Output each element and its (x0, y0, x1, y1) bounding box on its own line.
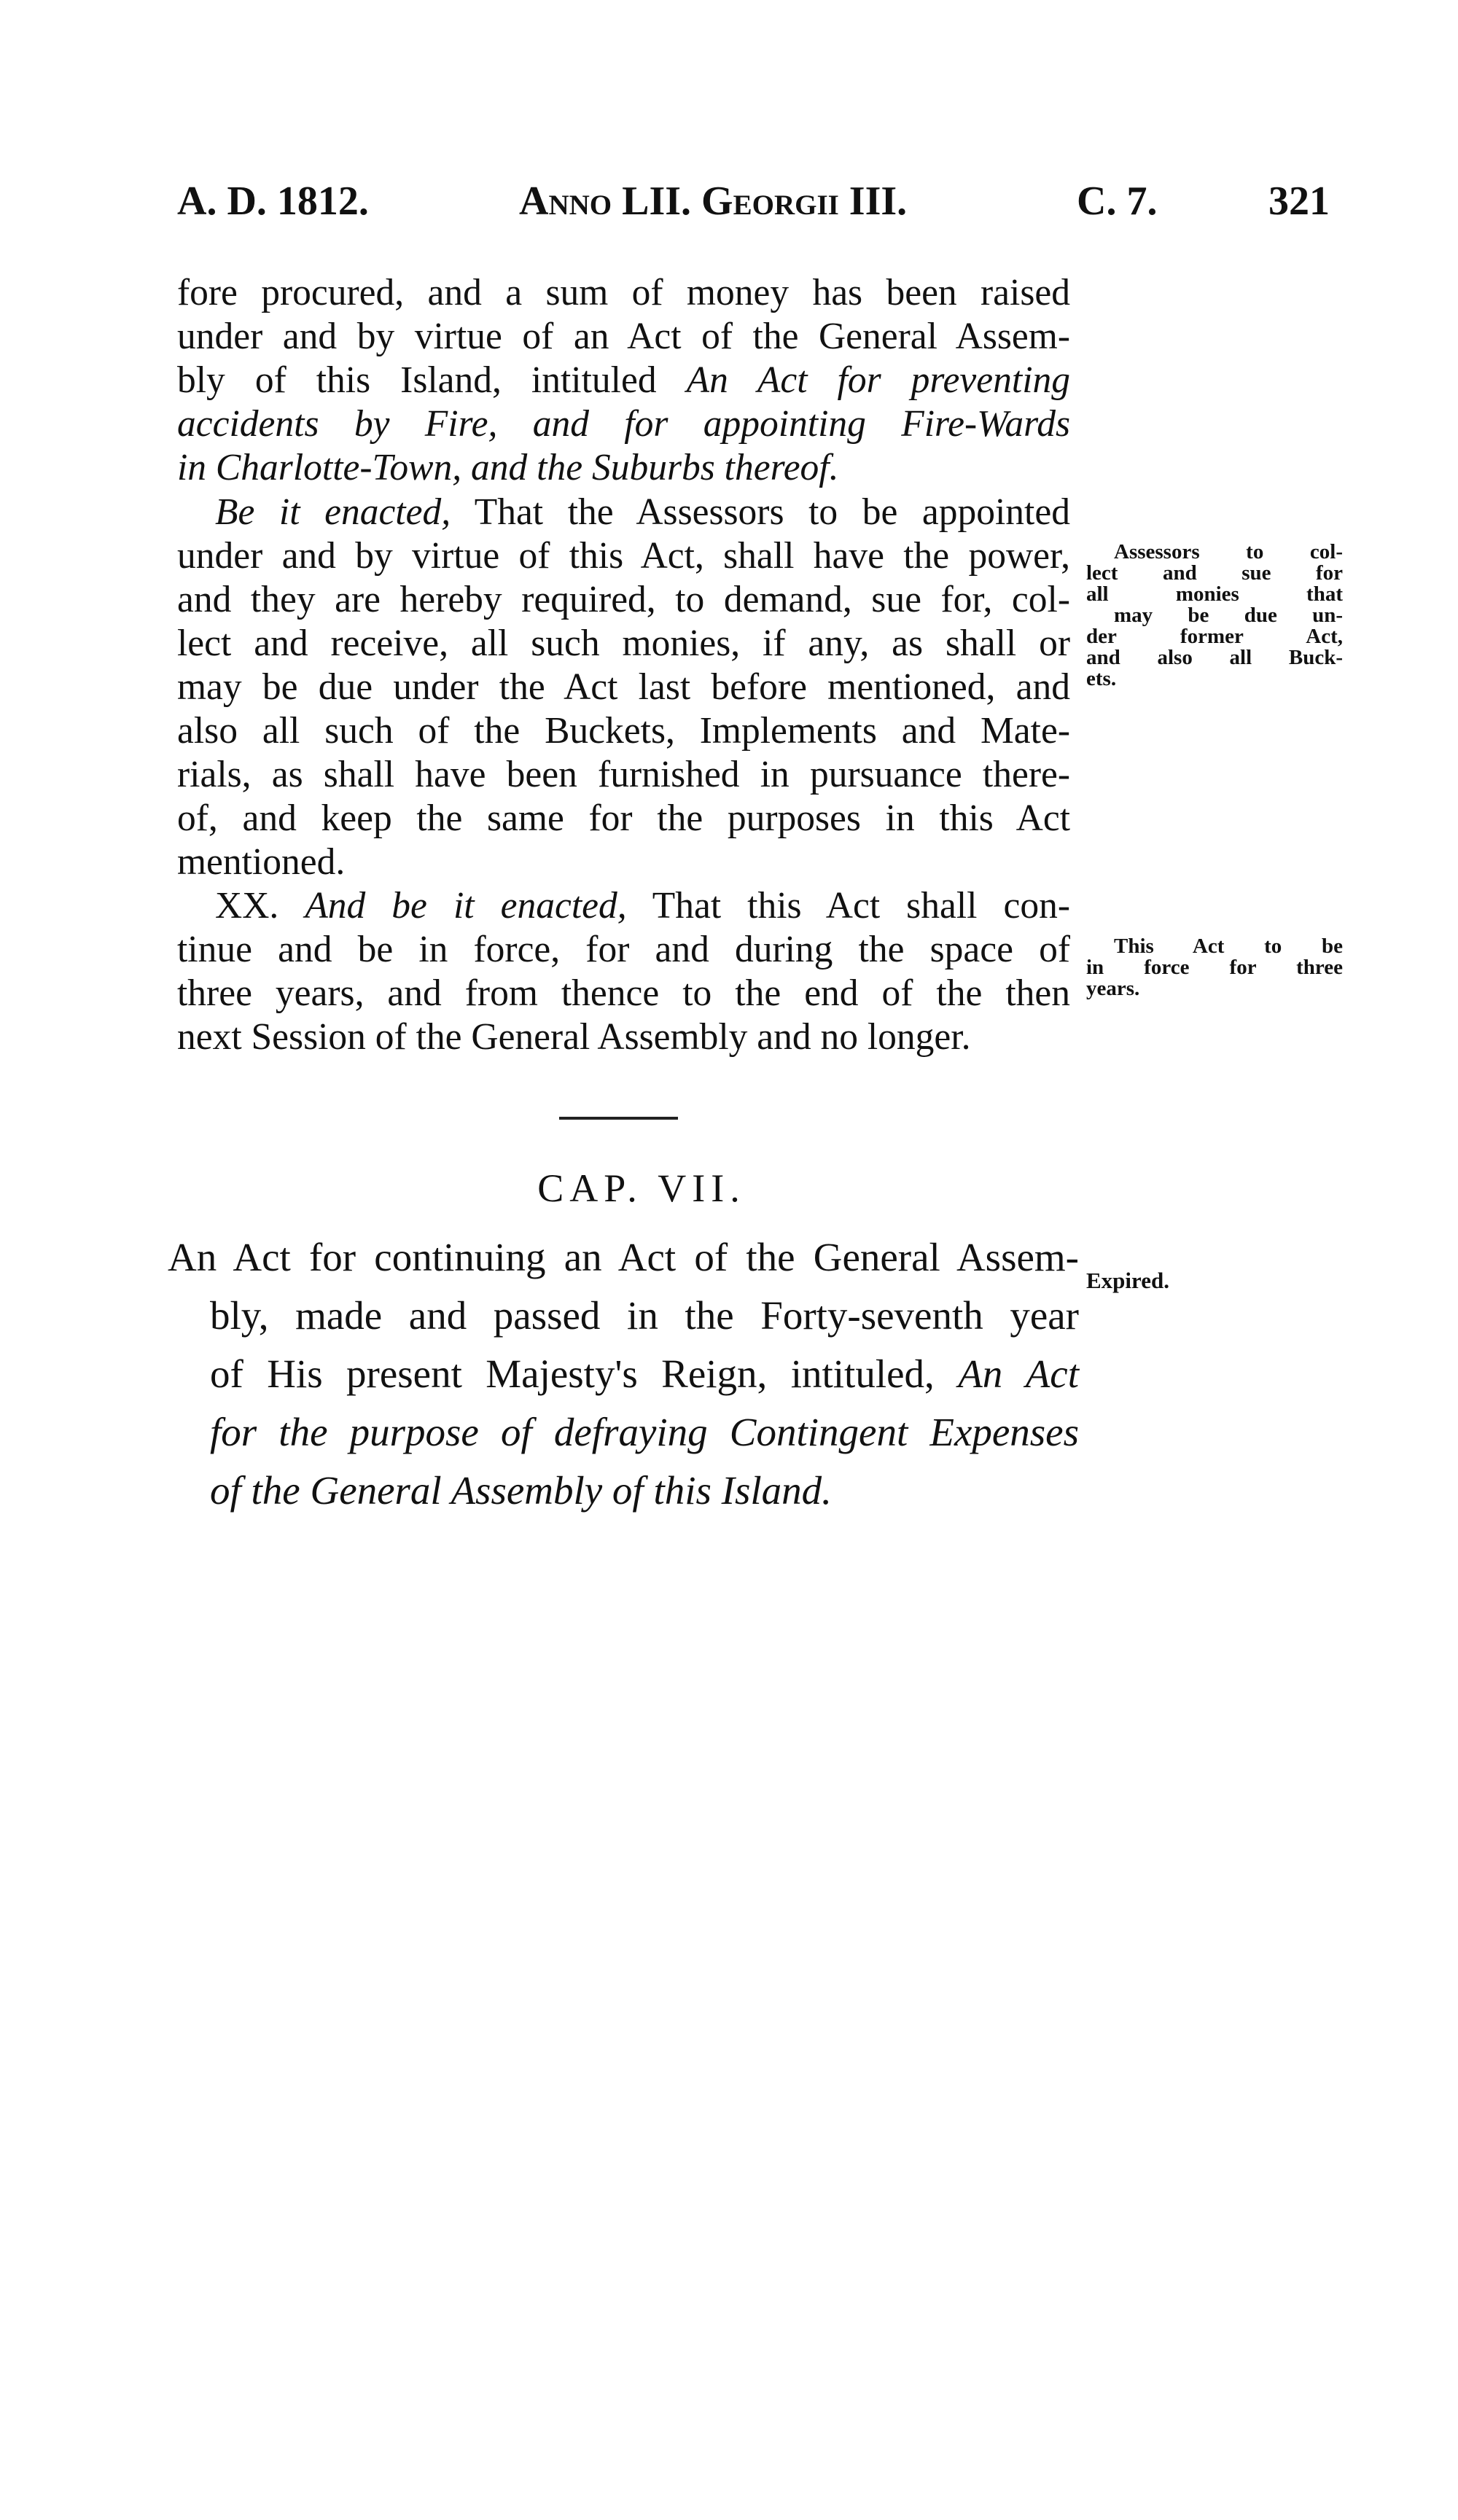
note-line: ets. (1086, 667, 1117, 690)
text-run: That the Assessors to be appointed (451, 491, 1070, 533)
text-line: lect and receive, all such monies, if any, as shall or (177, 623, 1070, 664)
chapter-title (168, 1228, 1079, 1520)
paragraph-section-xx (177, 884, 1070, 1059)
header-reign: Anno LII. Georgii III. (519, 179, 908, 224)
note-line: and also all Buck- (1086, 646, 1343, 669)
text-line: tinue and be in force, for and during the space of (177, 929, 1070, 970)
text-line: may be due under the Act last before mentioned, and (177, 666, 1070, 708)
text-line (177, 884, 1070, 928)
act-title-italic: An Act for preventing (686, 359, 1070, 401)
act-title-italic: in Charlotte-Town, and the Suburbs thereof. (177, 447, 839, 488)
act-title-italic: for the purpose of defraying Contingent Expenses (210, 1410, 1079, 1454)
text-line: next Session of the General Assembly and no longer. (177, 1016, 971, 1058)
note-line: may be due un- (1114, 604, 1343, 627)
header-year: A. D. 1812. (177, 179, 369, 224)
chapter-heading-text: CAP. VII. (537, 1166, 746, 1210)
note-line: lect and sue for (1086, 561, 1343, 585)
section-number: XX. (215, 885, 305, 927)
text-line: also all such of the Buckets, Implements and Mate- (177, 710, 1070, 752)
text-line (177, 446, 1070, 490)
text-run: of His present Majesty's Reign, intituled, (210, 1351, 959, 1396)
title-line: An Act for continuing an Act of the General Assem- (168, 1235, 1079, 1279)
act-title-italic: An Act (958, 1351, 1079, 1396)
note-line: Expired. (1086, 1268, 1169, 1293)
header-page-number: 321 (1268, 179, 1330, 224)
text-line: and they are hereby required, to demand, sue for, col- (177, 579, 1070, 620)
note-line: Assessors to col- (1114, 540, 1343, 563)
text-line (177, 402, 1070, 446)
text-line: mentioned. (177, 841, 346, 883)
margin-note-duration (1086, 936, 1343, 999)
text-line: rials, as shall have been furnished in pursuance there- (177, 754, 1070, 795)
title-line (168, 1345, 1079, 1403)
act-title-italic: of the General Assembly of this Island. (210, 1468, 832, 1513)
header-chapter: C. 7. (1077, 179, 1158, 224)
act-title-italic: accidents by Fire, and for appointing Fire-Wards (177, 403, 1070, 445)
note-line: der former Act, (1086, 625, 1343, 648)
title-line (168, 1403, 1079, 1462)
note-line: years. (1086, 977, 1140, 1000)
note-line: This Act to be (1114, 935, 1343, 958)
margin-note-assessors (1086, 542, 1343, 690)
margin-note-expired (1086, 1270, 1343, 1291)
text-line: three years, and from thence to the end of the then (177, 972, 1070, 1014)
text-line: of, and keep the same for the purposes in this Act (177, 797, 1070, 839)
text-run: That this Act shall con- (626, 885, 1070, 927)
title-line (168, 1462, 1079, 1520)
text-line (177, 491, 1070, 534)
text-line (177, 359, 1070, 402)
chapter-heading (0, 1166, 1458, 1210)
note-line: all monies that (1086, 582, 1343, 606)
text-run: bly of this Island, intituled (177, 359, 687, 401)
text-line: under and by virtue of this Act, shall have the power, (177, 535, 1070, 577)
enacting-clause-italic: And be it enacted, (305, 885, 627, 927)
note-line: in force for three (1086, 956, 1343, 979)
text-line: under and by virtue of an Act of the General Assem- (177, 316, 1070, 357)
section-divider-rule (559, 1117, 678, 1120)
enacting-clause-italic: Be it enacted, (215, 491, 451, 533)
paragraph-section-xix (177, 491, 1070, 884)
title-line: bly, made and passed in the Forty-seventh year (210, 1293, 1079, 1338)
paragraph-preamble-end (177, 271, 1070, 490)
text-line: fore procured, and a sum of money has been raised (177, 272, 1070, 313)
